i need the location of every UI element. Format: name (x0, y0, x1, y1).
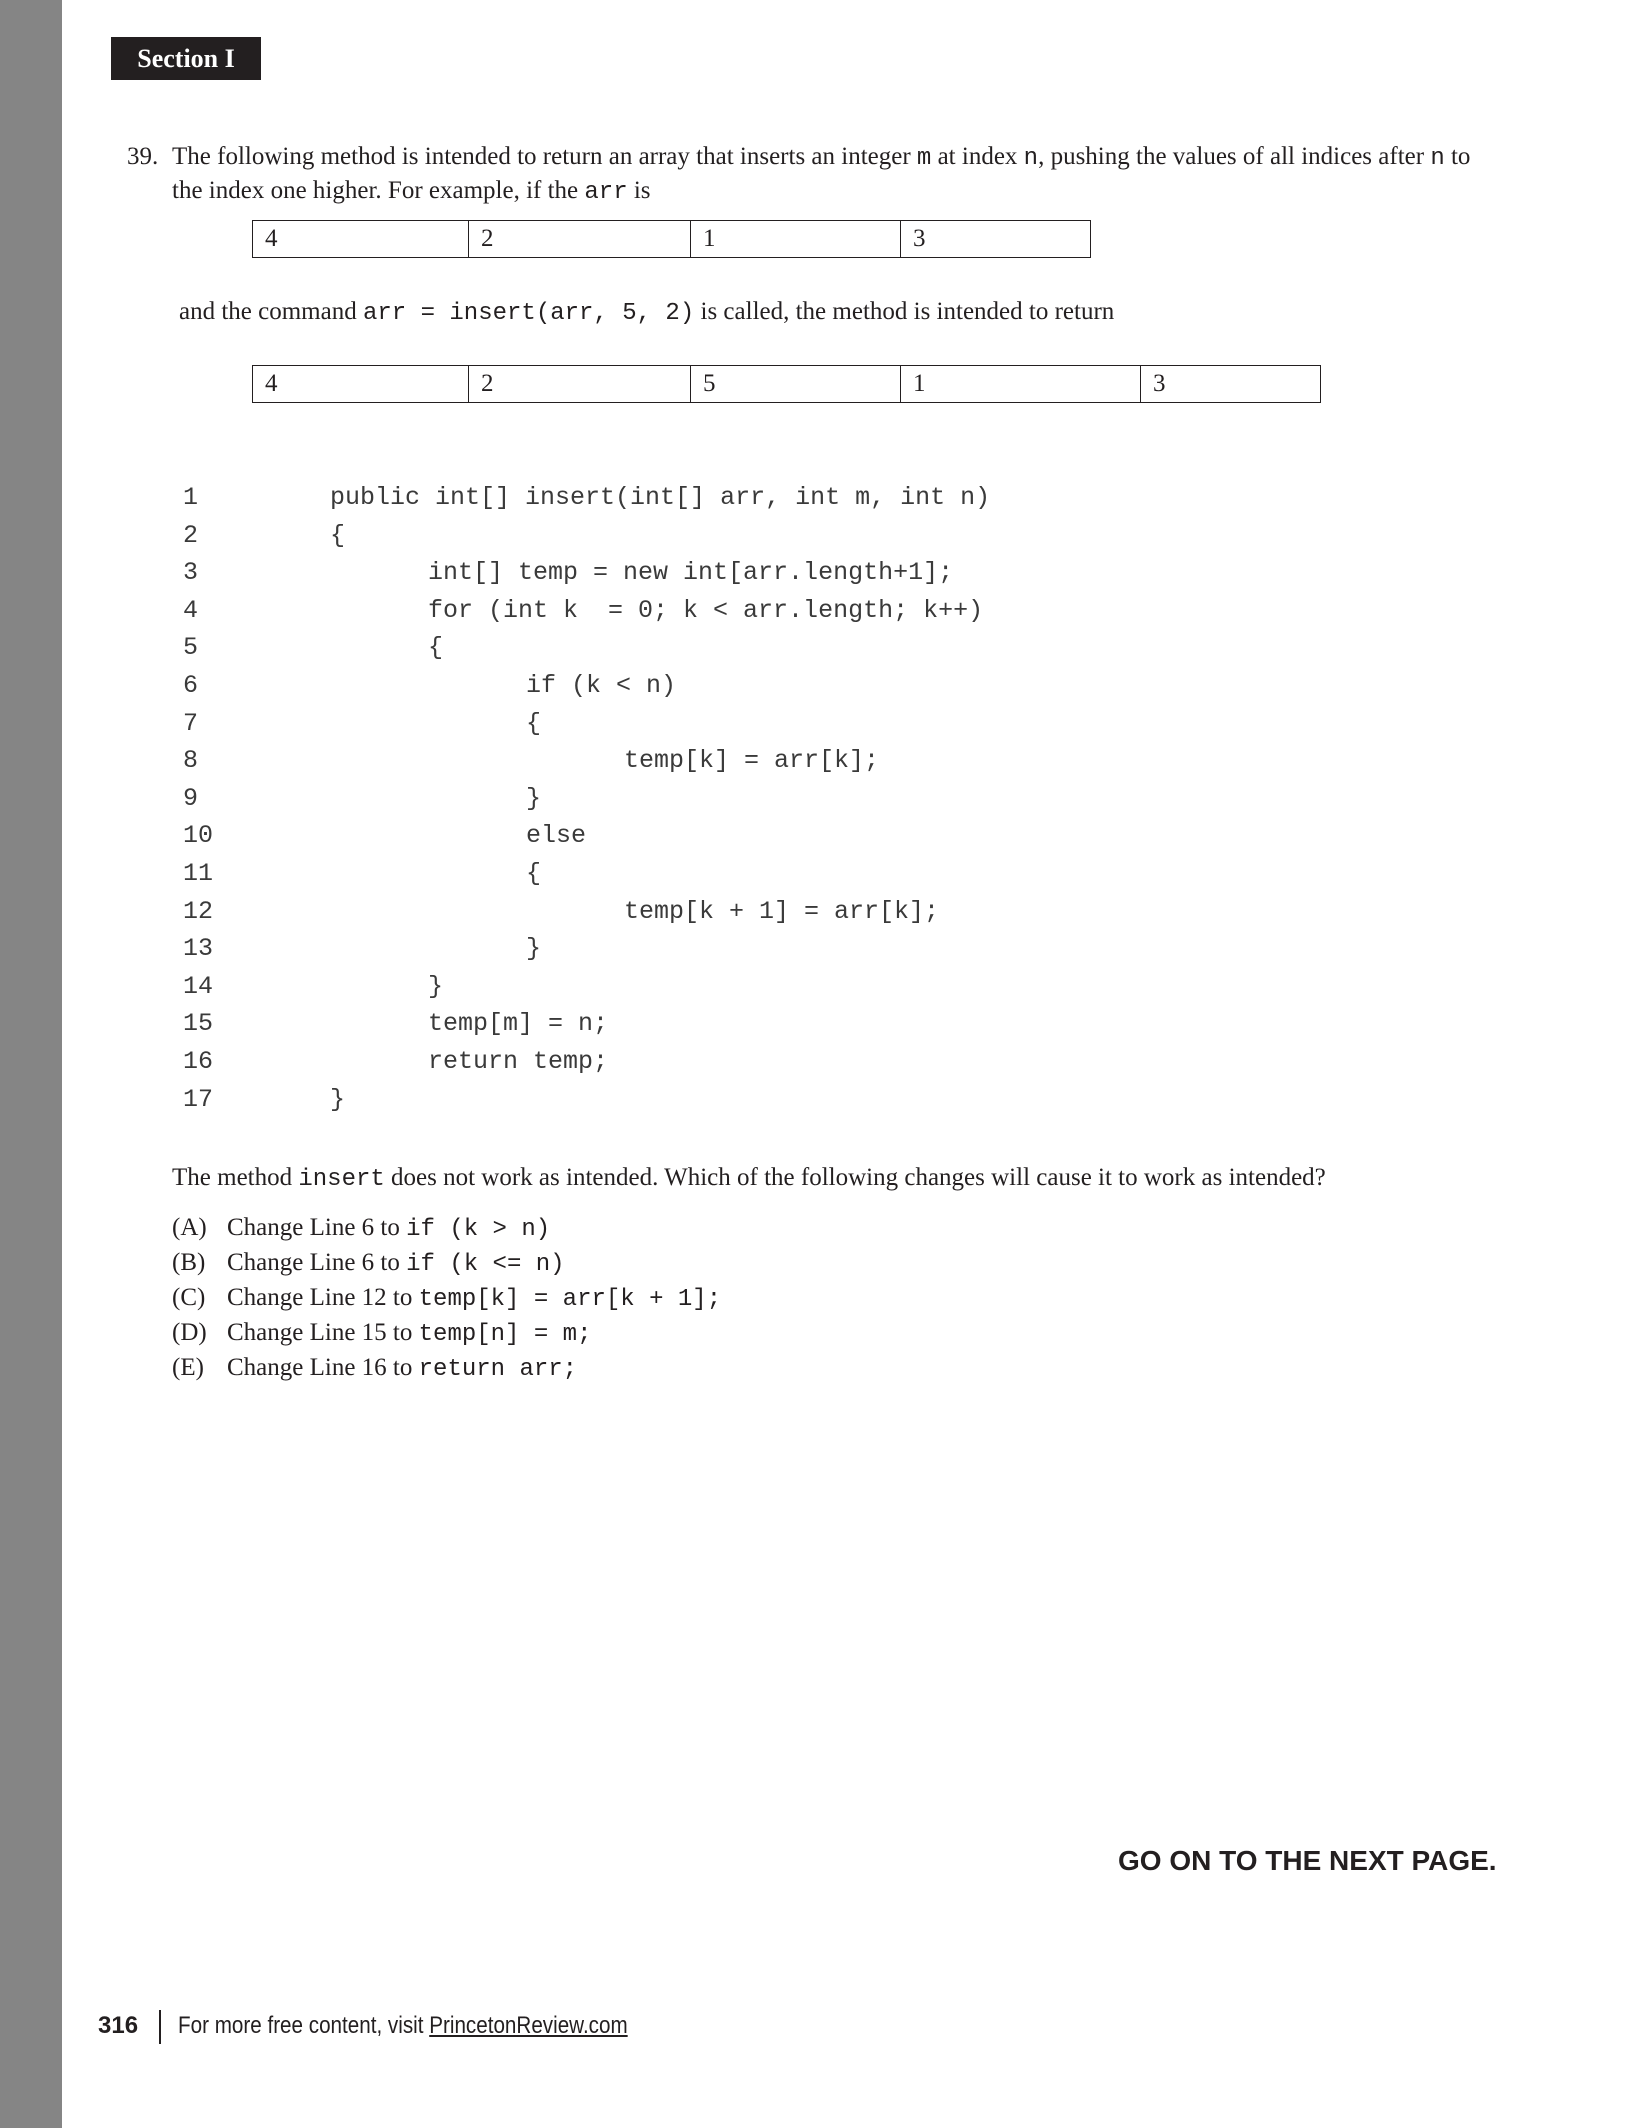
line-number: 6 (183, 670, 199, 700)
code-text: { (428, 633, 444, 663)
line-number: 4 (183, 595, 199, 625)
choice-b: (B) Change Line 6 to if (k <= n) (172, 1249, 565, 1278)
line-number: 14 (183, 971, 214, 1001)
code-text: } (526, 783, 542, 813)
line-number: 10 (183, 821, 214, 851)
line-number: 13 (183, 934, 214, 964)
question-number: 39. (127, 143, 159, 170)
code-text: return temp; (428, 1046, 609, 1076)
line-number: 16 (183, 1046, 214, 1076)
gray-margin-bar (0, 0, 62, 2128)
footer-divider (159, 2010, 161, 2044)
section-tab: Section I (111, 37, 261, 80)
question-prompt: The method insert does not work as intended. Which of the following changes will cause it to work as intended? (172, 1164, 1326, 1193)
array-cell: 1 (691, 221, 901, 258)
code-text: public int[] insert(int[] arr, int m, int n) (330, 483, 991, 512)
code-text: { (526, 708, 542, 738)
array-cell: 2 (469, 366, 691, 403)
choice-d: (D) Change Line 15 to temp[n] = m; (172, 1319, 592, 1348)
choice-a: (A) Change Line 6 to if (k > n) (172, 1214, 551, 1243)
go-on-next-page: GO ON TO THE NEXT PAGE. (1118, 1845, 1497, 1876)
choice-e: (E) Change Line 16 to return arr; (172, 1354, 578, 1383)
code-text: temp[m] = n; (428, 1009, 609, 1039)
array-cell: 4 (253, 221, 469, 258)
question-text: The following method is intended to return an array that inserts an integer m at index n, pushing the values of all indices after n to the index one higher. For example, if the arr is (172, 143, 1471, 206)
footer-text: For more free content, visit PrincetonReview.com (178, 2012, 628, 2039)
answer-choices (172, 1210, 721, 1385)
code-text: if (k < n) (526, 670, 677, 700)
princeton-review-link[interactable]: PrincetonReview.com (429, 2012, 628, 2039)
line-number: 2 (183, 520, 199, 550)
choice-c: (C) Change Line 12 to temp[k] = arr[k + 1]; (172, 1284, 722, 1313)
line-number: 3 (183, 558, 199, 588)
array-cell: 3 (1141, 366, 1321, 403)
code-text: temp[k + 1] = arr[k]; (624, 896, 940, 926)
command-line: and the command arr = insert(arr, 5, 2) is called, the method is intended to return (179, 298, 1115, 327)
code-text: int[] temp = new int[arr.length+1]; (428, 558, 954, 588)
code-text: } (526, 934, 542, 964)
code-text: } (428, 971, 444, 1001)
code-text: else (526, 821, 587, 851)
line-number: 7 (183, 708, 199, 738)
array-cell: 1 (901, 366, 1141, 403)
array-cell: 2 (469, 221, 691, 258)
line-number: 5 (183, 633, 199, 663)
array-before-table (252, 220, 1091, 258)
code-text: for (int k = 0; k < arr.length; k++) (428, 595, 984, 625)
line-number: 1 (183, 483, 199, 512)
line-number: 12 (183, 896, 214, 926)
array-after-table (252, 365, 1321, 403)
line-number: 17 (183, 1084, 214, 1114)
page-number: 316 (98, 2012, 139, 2039)
code-text: temp[k] = arr[k]; (624, 746, 880, 776)
array-cell: 4 (253, 366, 469, 403)
code-text: } (330, 1084, 346, 1114)
line-number: 8 (183, 746, 199, 776)
code-text: { (526, 858, 542, 888)
line-number: 11 (183, 858, 214, 888)
array-cell: 5 (691, 366, 901, 403)
code-text: { (330, 520, 346, 550)
line-number: 15 (183, 1009, 214, 1039)
array-cell: 3 (901, 221, 1091, 258)
line-number: 9 (183, 783, 199, 813)
